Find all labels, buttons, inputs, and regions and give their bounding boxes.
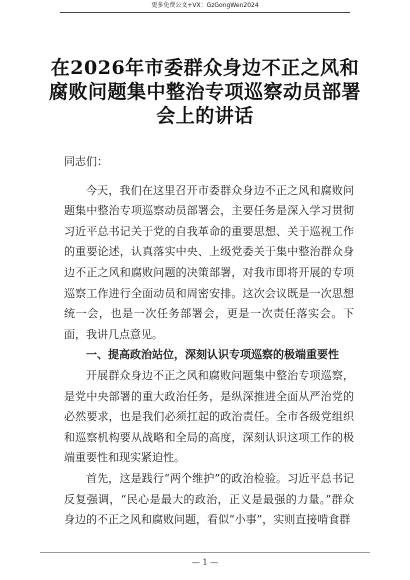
paragraph-intro: 今天，我们在这里召开市委群众身边不正之风和腐败问题集中整治专项巡察动员部署会，主要任务是深入学习贯彻习近平总书记关于党的自我革命的重要思想、关于巡视工作的重要论述，认真落实中央、上级党委关于集中整治群众身边不正之风和腐败问题的决策部署，对我市即将开展的专项巡察工作进行全面动员和周密安排。这次会议既是一次思想统一会，也是一次任务部署会，更是一次责任落实会。下面，我讲几点意见。 [64, 183, 354, 341]
footer-divider [40, 552, 370, 553]
header-note: 更多免费公文+VX：GzGongWen2024 [151, 2, 259, 9]
page-number: — 1 — [191, 558, 219, 567]
salutation: 同志们： [64, 155, 108, 168]
header-divider [60, 12, 350, 13]
paragraph-first-point: 首先，这是践行“两个维护”的政治检验。习近平总书记反复强调，“民心是最大的政治，正义是最强的力量。”群众身边的不正之风和腐败问题，看似“小事”，实则直接啃食群 [64, 471, 354, 527]
paragraph-section1: 开展群众身边不正之风和腐败问题集中整治专项巡察，是党中央部署的重大政治任务，是纵深推进全面从严治党的必然要求，也是我们必须扛起的政治责任。全市各级党组织和巡察机构要从战略和全局的高度，深刻认识这项工作的极端重要性和现实紧迫性。 [64, 368, 354, 465]
document-body [64, 152, 354, 531]
document-title: 在2026年市委群众身边不正之风和腐败问题集中整治专项巡察动员部署会上的讲话 [48, 57, 361, 127]
section-heading-1: 一、提高政治站位，深刻认识专项巡察的极端重要性 [86, 348, 339, 362]
